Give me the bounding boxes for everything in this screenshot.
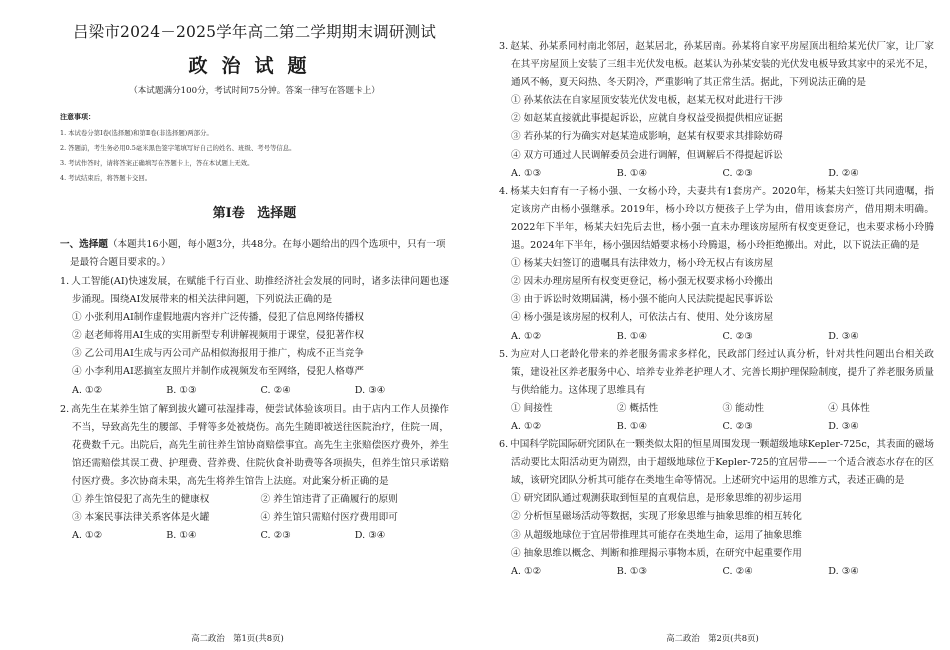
notes-title: 注意事项：: [60, 112, 95, 121]
statement: ② 分析恒星磁场活动等数据，实现了形象思维与抽象思维的相互转化: [511, 511, 802, 523]
choice-c: C. ②③: [260, 530, 291, 542]
answer-choices: [499, 328, 934, 346]
statement: ④ 养生馆只需赔付医疗费用即可: [260, 512, 398, 524]
question-text: 赵某、孙某系同村南北邻居，赵某居北，孙某居南。孙某将自家平房屋顶出租给某光伏厂家，让厂家在其平房屋顶上安装了三组丰光伏发电板。赵某认为孙某安装的光伏发电板导致其家中的采光不足，通风不畅，夏天闷热、冬天阴冷，严重影响了其正常生活。据此，下列说法正确的是: [510, 41, 934, 89]
question-2: [60, 401, 449, 546]
note-item: 1. 本试卷分第Ⅰ卷(选择题)和第Ⅱ卷(非选择题)两部分。: [60, 129, 213, 137]
choice-c: C. ②③: [722, 420, 753, 432]
page-2: [475, 0, 950, 650]
statement: ① 小张利用AI制作虚假地震内容并广泛传播，侵犯了信息网络传播权: [72, 312, 364, 324]
part-label: 第Ⅰ卷: [212, 206, 245, 221]
answer-choices: [499, 563, 934, 581]
choice-b: B. ①③: [616, 565, 648, 577]
statement: ③ 本案民事法律关系客体是火罐: [72, 512, 210, 524]
statement: ① 养生馆侵犯了高先生的健康权: [72, 494, 210, 506]
statement: ③ 由于诉讼时效期届满，杨小强不能向人民法院提起民事诉讼: [511, 294, 774, 306]
question-stem: [499, 38, 934, 92]
choice-b: B. ①④: [616, 330, 648, 342]
page-footer: 高二政治 第2页(共8页): [666, 633, 759, 643]
statement: ② 概括性: [616, 402, 659, 414]
choice-b: B. ①④: [616, 420, 648, 432]
choice-b: B. ①③: [166, 384, 197, 396]
choice-a: A. ①②: [72, 384, 103, 396]
choice-a: A. ①②: [72, 530, 103, 542]
statement: ① 间接性: [511, 402, 553, 414]
statement: ② 因未办理房屋所有权变更登记，杨小强无权要求杨小玲搬出: [511, 276, 774, 288]
choice-d: D. ③④: [828, 330, 859, 342]
answer-choices: [499, 165, 934, 183]
question-number: 6.: [499, 439, 509, 451]
question-stem: [499, 346, 934, 400]
question-stem: [60, 273, 449, 309]
question-number: 5.: [499, 348, 509, 360]
choice-a: A. ①②: [511, 420, 542, 432]
choice-c: C. ②③: [722, 167, 753, 179]
choice-d: D. ②④: [828, 167, 859, 179]
question-stem: [499, 183, 934, 255]
question-stem: [499, 436, 934, 490]
statement: ② 如赵某直接就此事提起诉讼，应就自身权益受损提供相应证据: [511, 113, 783, 125]
page-footer: 高二政治 第1页(共8页): [191, 633, 284, 643]
statement: ① 杨某夫妇签订的遗嘱具有法律效力，杨小玲无权占有该房屋: [511, 258, 774, 270]
section-description: （本题共16小题，每小题3分，共48分。在每小题给出的四个选项中，只有一项是最符合题目要求的。）: [70, 239, 446, 268]
choice-d: D. ③④: [354, 530, 386, 542]
exam-title: 吕梁市2024－2025学年高二第二学期期末调研测试: [72, 23, 437, 41]
question-4: [499, 183, 934, 346]
question-3: [499, 38, 934, 183]
notes-list: [60, 126, 449, 186]
statement: ② 赵老师将用AI生成的实用新型专利讲解视频用于课堂，侵犯著作权: [72, 330, 364, 342]
choice-a: A. ①②: [511, 565, 542, 577]
question-number: 3.: [499, 41, 509, 52]
statement: ④ 具体性: [828, 402, 870, 414]
note-item: 4. 考试结束后，将答题卡交回。: [60, 174, 152, 182]
question-number: 2.: [60, 403, 70, 415]
subject-title: 政治试题: [188, 55, 321, 77]
choice-b: B. ①④: [616, 167, 648, 179]
statement: ③ 能动性: [722, 402, 764, 414]
choice-d: D. ③④: [828, 565, 859, 577]
statement: ④ 小李利用AI恶搞室友照片并制作成视频发布至网络，侵犯人格尊严: [72, 366, 364, 378]
part-name: 选择题: [257, 206, 297, 221]
question-1: [60, 273, 449, 400]
choice-c: C. ②③: [722, 330, 753, 342]
choice-d: D. ③④: [828, 420, 859, 432]
statement: ① 孙某依法在自家屋顶安装光伏发电板，赵某无权对此进行干涉: [511, 95, 783, 107]
answer-choices: [60, 527, 449, 545]
statement: ③ 若孙某的行为确实对赵某造成影响，赵某有权要求其排除妨碍: [511, 131, 783, 143]
section-title: 一、选择题: [60, 239, 108, 250]
question-text: 人工智能(AI)快速发展，在赋能千行百业、助推经济社会发展的同时，诸多法律问题也逐步涌现。围绕AI发展带来的相关法律问题，下列说法正确的是: [71, 276, 449, 306]
statement-row: [60, 509, 449, 527]
statement: ① 研究团队通过观测获取到恒星的直观信息，是形象思维的初步运用: [511, 493, 802, 505]
question-number: 4.: [499, 185, 509, 197]
choice-a: A. ①③: [511, 167, 542, 179]
part-heading: [60, 202, 449, 221]
statement: ③ 乙公司用AI生成与丙公司产品相似海报用于推广，构成不正当竞争: [72, 348, 364, 360]
answer-choices: [60, 382, 449, 400]
answer-choices: [499, 418, 934, 436]
choice-c: C. ②④: [722, 565, 753, 577]
statement: ② 养生馆违背了正确履行的原则: [260, 494, 398, 506]
note-item: 2. 答题前，考生务必用0.5毫米黑色签字笔填写好自己的姓名、班级、考号等信息。: [60, 144, 296, 152]
choice-c: C. ②④: [260, 384, 291, 396]
exam-info: （本试题满分100分，考试时间75分钟。答案一律写在答题卡上）: [129, 86, 380, 96]
question-stem: [60, 401, 449, 491]
question-text: 中国科学院国际研究团队在一颗类似太阳的恒星周围发现一颗超级地球Kepler-725c，其表面的磁场活动要比太阳活动更为剧烈，由于超级地球位于Kepler-725的宜居带——一个适合液态水存在的区域，该研究团队分析其可能存在类地生命等情况。上述研究中运用的思维方式，表述正确的是: [510, 439, 934, 487]
question-text: 高先生在某养生馆了解到拔火罐可祛湿排毒，便尝试体验该项目。由于店内工作人员操作不当，导致高先生的腰部、手臂等多处被烧伤。高先生随即被送往医院治疗，住院一周，花费数千元。出院后，高先生前往养生馆协商赔偿事宜。高先生主张赔偿医疗费外，养生馆还需赔偿其误工费、护理费、营养费、住院伙食补助费等各项损失，但养生馆只承诺赔付医疗费。多次协商未果，高先生将养生馆告上法庭。对此案分析正确的是: [71, 403, 449, 488]
question-text: 为应对人口老龄化带来的养老服务需求多样化，民政部门经过认真分析，针对共性问题出台相关政策，建设社区养老服务中心、培养专业养老护理人才、完善长期护理保险制度，提升了养老服务质量与供给能力。这体现了思维具有: [510, 348, 934, 396]
question-5: [499, 346, 934, 436]
statement: ③ 从超级地球位于宜居带推理其可能存在类地生命，运用了抽象思维: [511, 529, 802, 541]
note-item: 3. 考试作答时，请将答案正确填写在答题卡上，答在本试题上无效。: [60, 159, 254, 167]
question-6: [499, 436, 934, 581]
choice-d: D. ③④: [354, 384, 386, 396]
statement-row: [60, 491, 449, 509]
section-instructions: [60, 236, 449, 272]
statement: ④ 杨小强是该房屋的权利人，可依法占有、使用、处分该房屋: [511, 312, 774, 324]
statement: ④ 双方可通过人民调解委员会进行调解，但调解后不得提起诉讼: [511, 149, 783, 161]
statement-row: [499, 400, 934, 418]
question-number: 1.: [60, 276, 70, 287]
question-text: 杨某夫妇育有一子杨小强、一女杨小玲，夫妻共有1套房产。2020年，杨某夫妇签订共同遗嘱，指定该房产由杨小强继承。2019年，杨小玲以方便孩子上学为由，借用该套房产，借用期未明确。2022年下半年，杨某夫妇先后去世，杨小强一直未办理该房屋所有权变更登记，也未要求杨小玲腾退。2024年下半年，杨小强因结婚要求杨小玲腾退，杨小玲拒绝搬出。对此，以下说法正确的是: [510, 185, 934, 252]
statement: ④ 抽象思维以概念、判断和推理揭示事物本质，在研究中起重要作用: [511, 547, 802, 559]
choice-b: B. ①④: [166, 530, 197, 542]
choice-a: A. ①②: [511, 330, 542, 342]
